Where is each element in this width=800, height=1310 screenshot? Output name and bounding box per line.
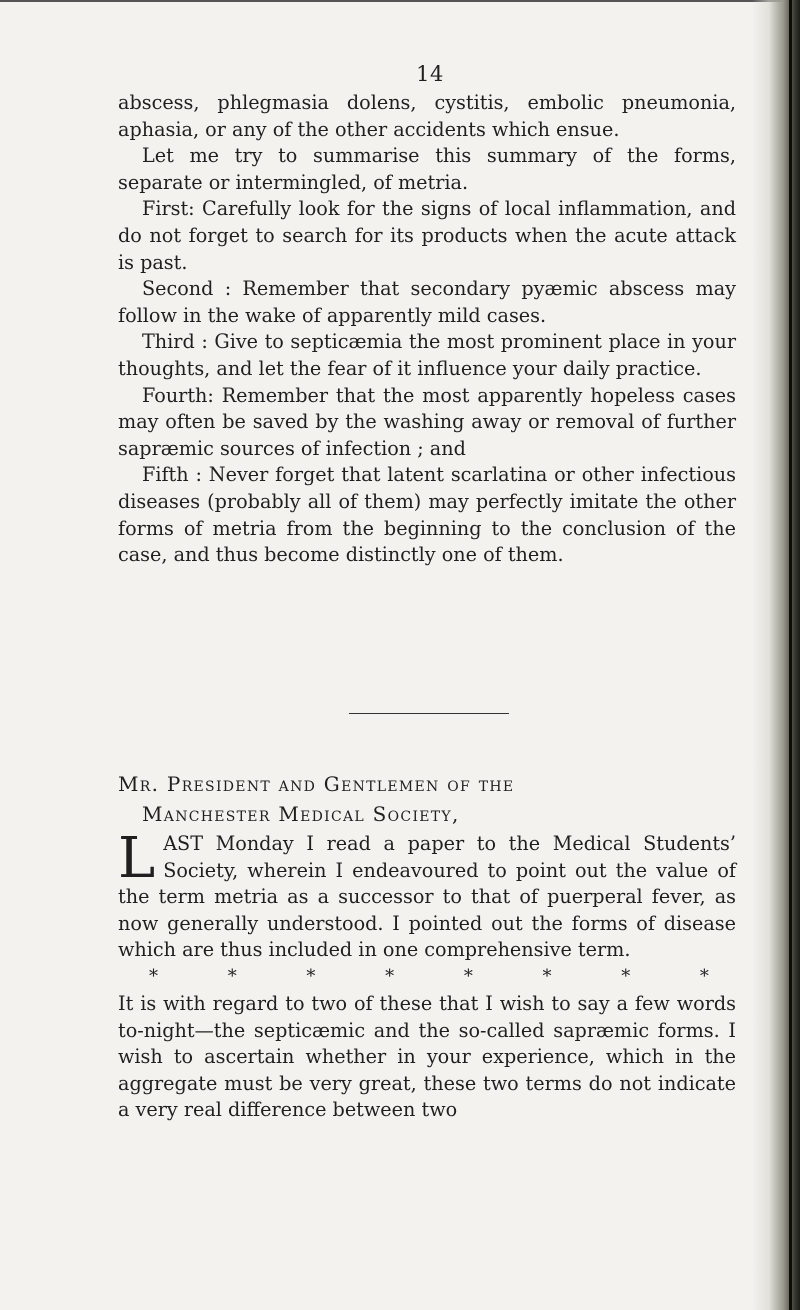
page-edge-line bbox=[789, 0, 792, 1310]
asterisk: * bbox=[306, 965, 316, 987]
asterisk: * bbox=[621, 965, 631, 987]
heading-line-2: Manchester Medical Society, bbox=[142, 802, 460, 826]
asterisk: * bbox=[463, 965, 473, 987]
asterisk: * bbox=[699, 965, 709, 987]
paragraph-first: First: Carefully look for the signs of local inflammation, and do not forget to search for its products when the acute attack is past. bbox=[118, 197, 736, 274]
paragraph-fifth: Fifth : Never forget that latent scarlatina or other infectious diseases (probably all of them) may perfectly imitate the other forms of metria from the beginning to the conclusion of the case, and thus become distinctly one of them. bbox=[118, 463, 736, 567]
binding-shadow bbox=[752, 0, 800, 1310]
asterisk: * bbox=[149, 965, 158, 987]
paragraph-third: Third : Give to septicæmia the most prominent place in your thoughts, and let the fear of it influence your daily practice. bbox=[118, 330, 736, 380]
paragraph-second: Second : Remember that secondary pyæmic abscess may follow in the wake of apparently mild cases. bbox=[118, 277, 736, 327]
top-edge-rule bbox=[0, 0, 800, 2]
asterisk: * bbox=[385, 965, 395, 987]
text-block-address bbox=[118, 826, 736, 1124]
page-number: 14 bbox=[416, 62, 444, 86]
drop-cap: L bbox=[118, 826, 156, 891]
asterisk: * bbox=[227, 965, 237, 987]
paragraph-fourth: Fourth: Remember that the most apparently hopeless cases may often be saved by the washing away or removal of further sapræmic sources of infection ; and bbox=[118, 383, 736, 460]
paragraph-continuation: abscess, phlegmasia dolens, cystitis, embolic pneumonia, aphasia, or any of the other accidents which ensue. bbox=[118, 91, 736, 141]
paragraph-closing: It is with regard to two of these that I wish to say a few words to-night—the septicæmic and the so-called sapræmic forms. I wish to ascertain whether in your experience, which in the aggregate must be very great, these two terms do not indicate a very real difference between two bbox=[118, 991, 736, 1122]
asterisk: * bbox=[542, 965, 552, 987]
heading-line-1: Mr. President and Gentlemen of the bbox=[118, 772, 515, 796]
address-heading bbox=[118, 769, 738, 829]
text-block-summary bbox=[118, 90, 736, 569]
paragraph-opening bbox=[118, 826, 736, 964]
opening-text: AST Monday I read a paper to the Medical Students’ Society, wherein I endeavoured to point out the value of the term metria as a successor to that of puerperal fever, as now generally understood. I pointed out the forms of disease which are thus included in one comprehensive term. bbox=[118, 832, 736, 962]
paragraph-summary-intro: Let me try to summarise this summary of the forms, separate or intermingled, of metria. bbox=[118, 144, 736, 194]
asterisk-separator bbox=[149, 966, 709, 988]
section-divider bbox=[349, 713, 509, 714]
